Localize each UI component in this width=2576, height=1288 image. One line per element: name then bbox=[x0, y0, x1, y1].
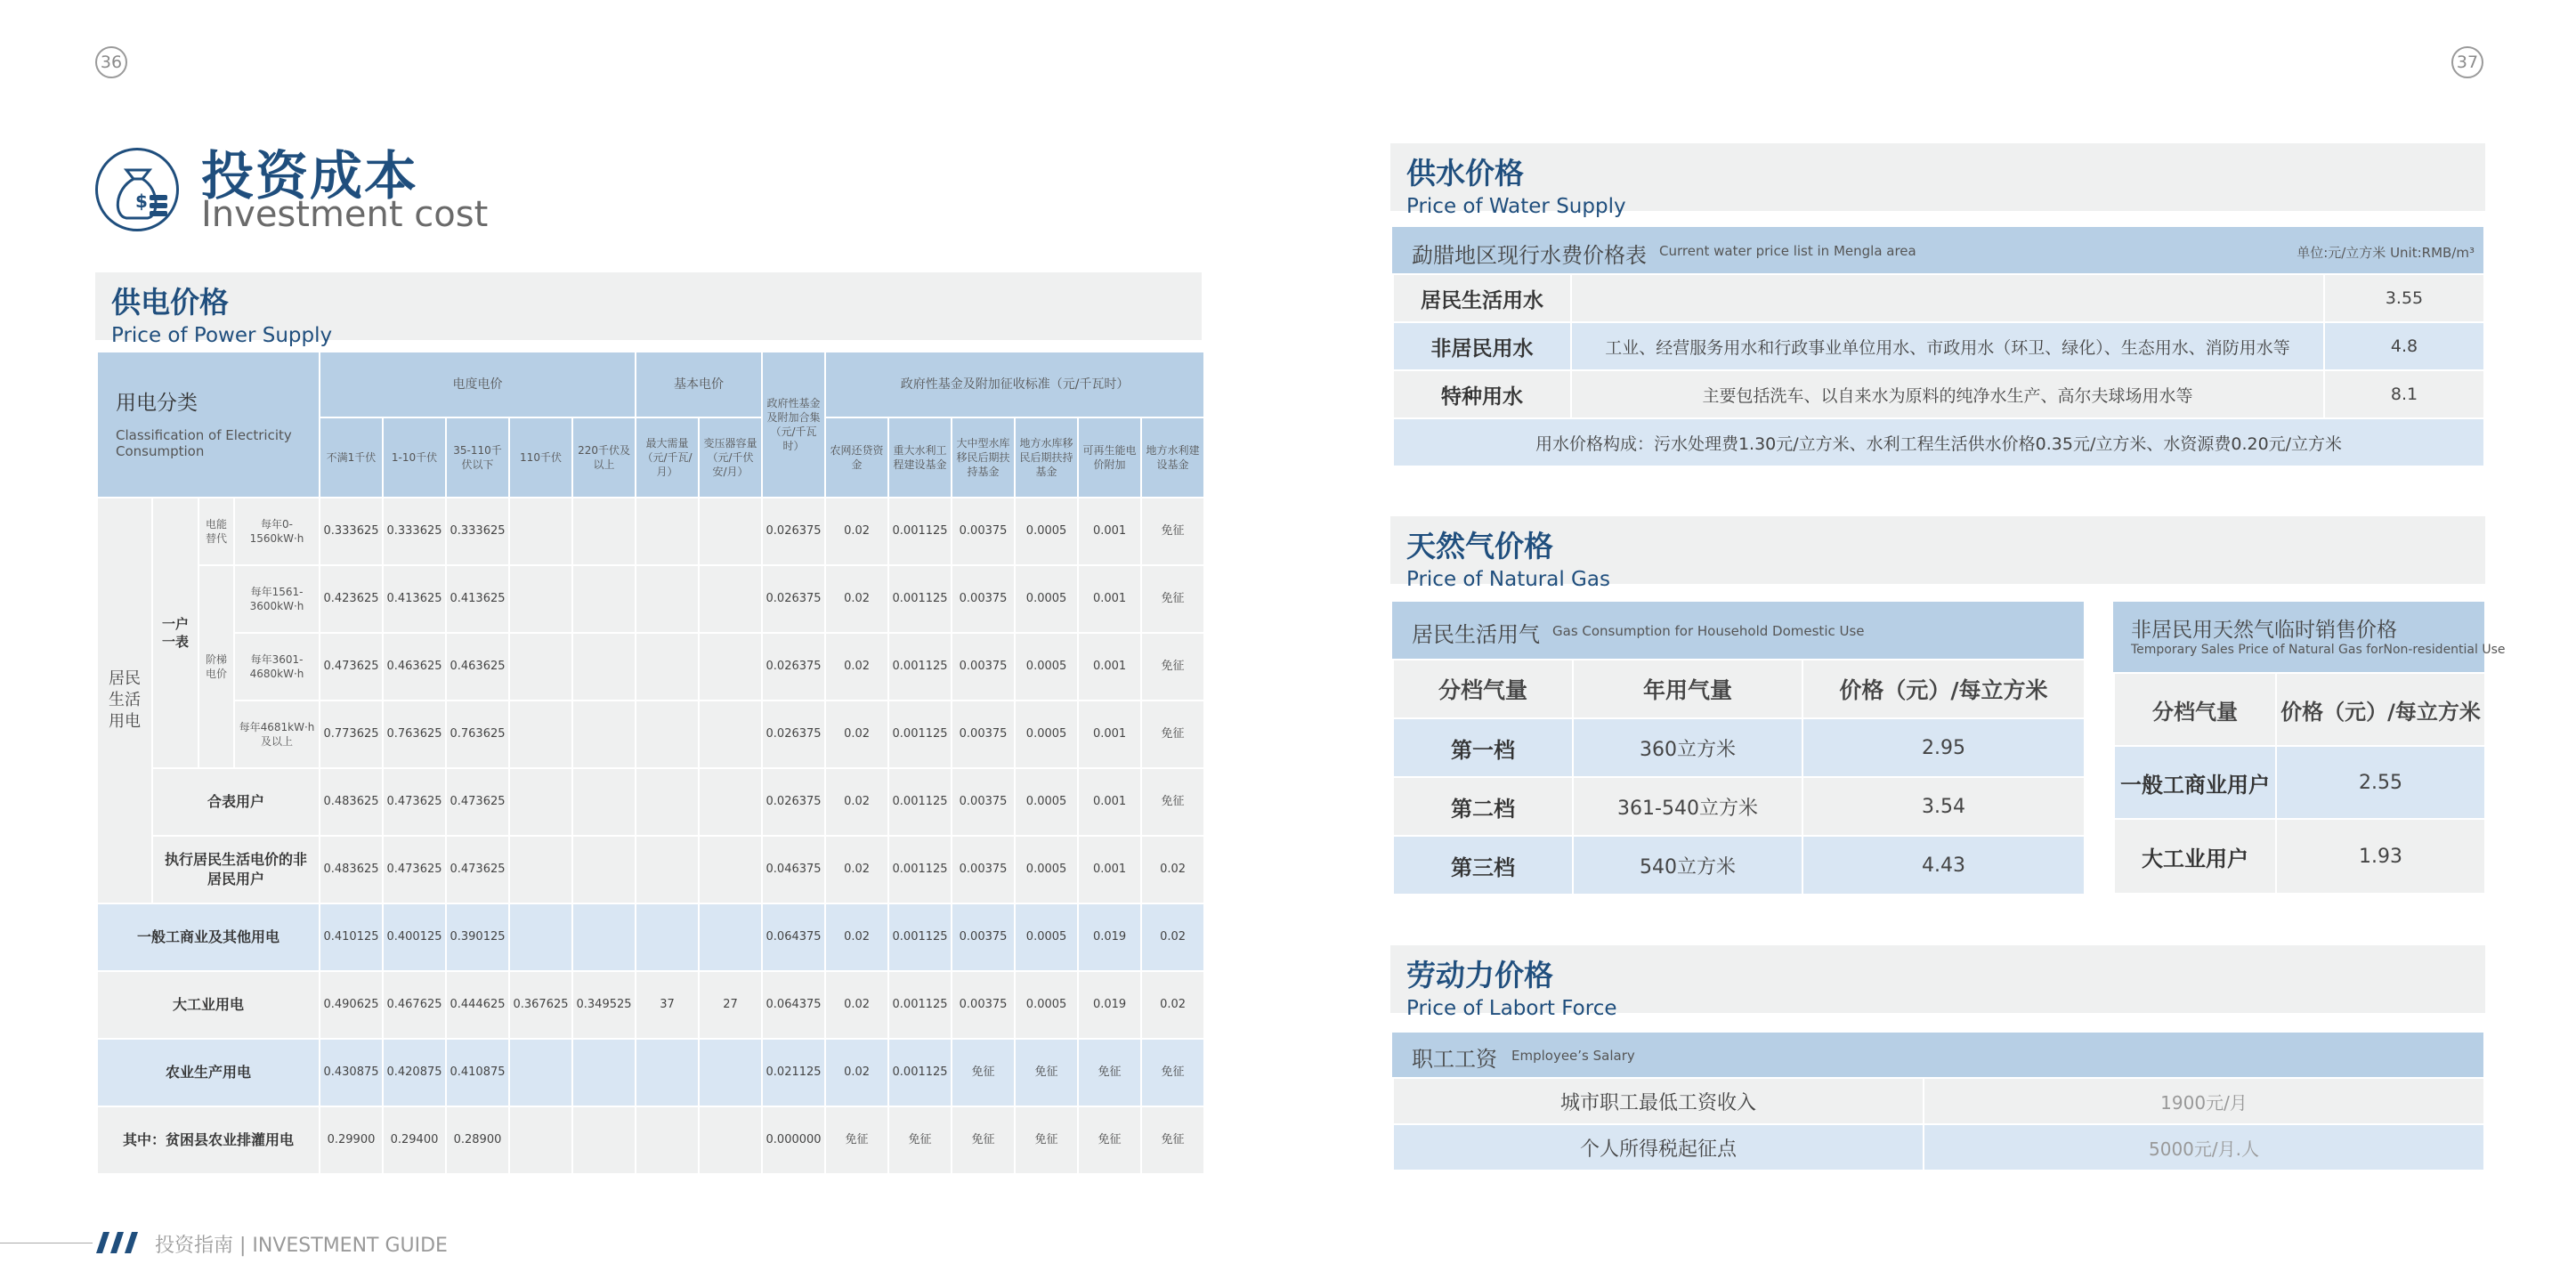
value-cell: 0.026375 bbox=[762, 498, 825, 565]
table-row bbox=[2114, 746, 2485, 819]
value-cell: 免征 bbox=[1078, 1039, 1141, 1106]
value-cell: 0.001125 bbox=[888, 1039, 952, 1106]
value-cell bbox=[636, 565, 699, 633]
gas-nonres-table bbox=[2113, 672, 2486, 895]
gas-household-bar bbox=[1392, 602, 2084, 659]
col-header: 地方水库移民后期扶持基金 bbox=[1015, 417, 1078, 498]
water-title-en: Price of Water Supply bbox=[1406, 195, 1626, 218]
table-row bbox=[97, 498, 1204, 565]
value-cell bbox=[699, 701, 762, 768]
row-label: 特种用水 bbox=[1393, 370, 1571, 418]
gov-fund-total-header: 政府性基金及附加合集（元/千瓦时） bbox=[762, 352, 825, 498]
value-cell: 0.00375 bbox=[952, 836, 1015, 903]
value-cell: 0.29900 bbox=[320, 1106, 383, 1174]
row-desc: 工业、经营服务用水和行政事业单位用水、市政用水（环卫、绿化）、生态用水、消防用水等 bbox=[1571, 322, 2324, 370]
value-cell bbox=[509, 498, 572, 565]
gas-household-title: 居民生活用气 bbox=[1412, 622, 1540, 647]
row-price: 4.8 bbox=[2324, 322, 2484, 370]
value-cell: 0.473625 bbox=[446, 836, 509, 903]
value-cell: 0.001 bbox=[1078, 701, 1141, 768]
table-header-row bbox=[2114, 673, 2485, 746]
value-cell: 0.390125 bbox=[446, 903, 509, 971]
value-cell: 0.026375 bbox=[762, 565, 825, 633]
value-cell: 免征 bbox=[952, 1106, 1015, 1174]
col-header: 重大水利工程建设基金 bbox=[888, 417, 952, 498]
value-cell: 0.413625 bbox=[446, 565, 509, 633]
value-cell: 0.00375 bbox=[952, 971, 1015, 1039]
col-header: 220千伏及以上 bbox=[572, 417, 636, 498]
value-cell bbox=[699, 1039, 762, 1106]
value-cell: 0.483625 bbox=[320, 768, 383, 836]
value-cell bbox=[509, 565, 572, 633]
gas-nonres-title: 非居民用天然气临时销售价格 bbox=[2131, 619, 2397, 642]
col-header: 不满1千伏 bbox=[320, 417, 383, 498]
power-section-header bbox=[95, 272, 1202, 347]
value-cell bbox=[509, 701, 572, 768]
value-cell: 0.00375 bbox=[952, 903, 1015, 971]
row-label: 第一档 bbox=[1393, 718, 1573, 777]
footer bbox=[0, 1230, 448, 1257]
cell: 1900元/月 bbox=[1924, 1078, 2484, 1124]
value-cell: 0.00375 bbox=[952, 633, 1015, 701]
value-cell: 0.02 bbox=[825, 565, 888, 633]
value-cell: 0.410875 bbox=[446, 1039, 509, 1106]
value-cell: 0.473625 bbox=[383, 768, 446, 836]
value-cell: 0.400125 bbox=[383, 903, 446, 971]
water-section-header bbox=[1390, 143, 2485, 218]
table-row bbox=[1393, 777, 2085, 836]
value-cell: 0.001125 bbox=[888, 498, 952, 565]
money-bag-coins-icon bbox=[95, 148, 179, 231]
power-title: 供电价格 bbox=[111, 285, 229, 320]
water-title: 供水价格 bbox=[1406, 156, 1524, 190]
value-cell bbox=[636, 903, 699, 971]
value-cell: 0.430875 bbox=[320, 1039, 383, 1106]
value-cell: 0.001 bbox=[1078, 836, 1141, 903]
value-cell: 0.473625 bbox=[446, 768, 509, 836]
col-header: 价格（元）/每立方米 bbox=[1802, 660, 2085, 718]
value-cell: 0.413625 bbox=[383, 565, 446, 633]
water-price-table bbox=[1392, 273, 2485, 467]
value-cell: 0.0005 bbox=[1015, 633, 1078, 701]
value-cell: 免征 bbox=[1015, 1106, 1078, 1174]
table-row bbox=[1393, 274, 2484, 322]
row-label: 每年3601-4680kW·h bbox=[234, 633, 320, 701]
value-cell bbox=[699, 633, 762, 701]
value-cell bbox=[572, 1039, 636, 1106]
row-label: 一般工商业及其他用电 bbox=[97, 903, 320, 971]
row-label: 第三档 bbox=[1393, 836, 1573, 895]
row-label: 大工业用户 bbox=[2114, 819, 2276, 894]
col-header: 地方水利建设基金 bbox=[1141, 417, 1204, 498]
cell: 361-540立方米 bbox=[1573, 777, 1802, 836]
labor-bar-title-en: Employee’s Salary bbox=[1511, 1048, 1635, 1064]
table-row bbox=[97, 1106, 1204, 1174]
value-cell bbox=[509, 1106, 572, 1174]
value-cell: 0.021125 bbox=[762, 1039, 825, 1106]
value-cell: 0.473625 bbox=[383, 836, 446, 903]
table-row bbox=[97, 903, 1204, 971]
value-cell bbox=[636, 701, 699, 768]
row-label: 每年1561-3600kW·h bbox=[234, 565, 320, 633]
labor-section-header bbox=[1390, 945, 2485, 1020]
cell: 5000元/月.人 bbox=[1924, 1124, 2484, 1171]
value-cell: 0.02 bbox=[825, 903, 888, 971]
value-cell bbox=[636, 768, 699, 836]
value-cell: 0.333625 bbox=[320, 498, 383, 565]
row-label: 居民生活用水 bbox=[1393, 274, 1571, 322]
value-cell: 0.001 bbox=[1078, 565, 1141, 633]
slash-marks-icon bbox=[96, 1232, 144, 1253]
value-cell: 免征 bbox=[1015, 1039, 1078, 1106]
row-price: 3.55 bbox=[2324, 274, 2484, 322]
table-header-row bbox=[1393, 660, 2085, 718]
row-label: 合表用户 bbox=[152, 768, 320, 836]
value-cell bbox=[699, 565, 762, 633]
value-cell: 0.02 bbox=[1141, 903, 1204, 971]
value-cell: 0.02 bbox=[825, 836, 888, 903]
labor-bar-title: 职工工资 bbox=[1412, 1047, 1497, 1072]
value-cell: 0.763625 bbox=[383, 701, 446, 768]
value-cell bbox=[572, 768, 636, 836]
value-cell bbox=[636, 836, 699, 903]
cell: 360立方米 bbox=[1573, 718, 1802, 777]
value-cell: 0.001125 bbox=[888, 971, 952, 1039]
value-cell: 0.046375 bbox=[762, 836, 825, 903]
value-cell: 0.473625 bbox=[320, 633, 383, 701]
footer-text: 投资指南 | INVESTMENT GUIDE bbox=[155, 1235, 448, 1257]
value-cell: 0.001125 bbox=[888, 836, 952, 903]
col-header: 价格（元）/每立方米 bbox=[2276, 673, 2485, 746]
degree-price-header: 电度电价 bbox=[320, 352, 636, 417]
value-cell: 0.0005 bbox=[1015, 903, 1078, 971]
value-cell bbox=[572, 498, 636, 565]
labor-table bbox=[1392, 1077, 2485, 1171]
value-cell: 0.001125 bbox=[888, 701, 952, 768]
table-row bbox=[97, 1039, 1204, 1106]
value-cell: 0.444625 bbox=[446, 971, 509, 1039]
table-row bbox=[1393, 718, 2085, 777]
water-unit: 单位:元/立方米 Unit:RMB/m³ bbox=[2297, 245, 2475, 261]
table-row bbox=[1393, 322, 2484, 370]
svg-text:$: $ bbox=[135, 190, 148, 212]
value-cell: 0.28900 bbox=[446, 1106, 509, 1174]
value-cell: 0.0005 bbox=[1015, 701, 1078, 768]
value-cell: 0.0005 bbox=[1015, 971, 1078, 1039]
gas-household-title-en: Gas Consumption for Household Domestic Use bbox=[1552, 623, 1865, 639]
value-cell: 0.02 bbox=[1141, 971, 1204, 1039]
col-header: 最大需量（元/千瓦/月） bbox=[636, 417, 699, 498]
value-cell bbox=[636, 1039, 699, 1106]
value-cell: 0.064375 bbox=[762, 903, 825, 971]
col-header: 变压器容量（元/千伏安/月） bbox=[699, 417, 762, 498]
col-header: 可再生能电价附加 bbox=[1078, 417, 1141, 498]
power-title-en: Price of Power Supply bbox=[111, 324, 333, 347]
value-cell: 0.02 bbox=[825, 1039, 888, 1106]
value-cell: 0.420875 bbox=[383, 1039, 446, 1106]
value-cell: 0.026375 bbox=[762, 701, 825, 768]
gas-title-en: Price of Natural Gas bbox=[1406, 568, 1610, 591]
value-cell: 0.02 bbox=[825, 701, 888, 768]
value-cell: 0.026375 bbox=[762, 768, 825, 836]
value-cell bbox=[699, 836, 762, 903]
value-cell bbox=[699, 1106, 762, 1174]
value-cell: 0.349525 bbox=[572, 971, 636, 1039]
water-table-bar bbox=[1392, 227, 2483, 273]
value-cell: 0.001125 bbox=[888, 633, 952, 701]
col-header: 年用气量 bbox=[1573, 660, 1802, 718]
value-cell bbox=[572, 903, 636, 971]
value-cell: 0.0005 bbox=[1015, 836, 1078, 903]
col-header: 分档气量 bbox=[2114, 673, 2276, 746]
value-cell bbox=[636, 1106, 699, 1174]
table-row bbox=[97, 836, 1204, 903]
value-cell: 免征 bbox=[1141, 768, 1204, 836]
table-row bbox=[1393, 1124, 2484, 1171]
value-cell: 免征 bbox=[1141, 1106, 1204, 1174]
table-row bbox=[1393, 1078, 2484, 1124]
labor-bar bbox=[1392, 1033, 2483, 1077]
value-cell: 免征 bbox=[1141, 701, 1204, 768]
value-cell bbox=[572, 565, 636, 633]
row-label: 每年4681kW·h及以上 bbox=[234, 701, 320, 768]
cell: 2.55 bbox=[2276, 746, 2485, 819]
value-cell: 0.064375 bbox=[762, 971, 825, 1039]
water-note: 用水价格构成：污水处理费1.30元/立方米、水利工程生活供水价格0.35元/立方米、水资源费0.20元/立方米 bbox=[1393, 418, 2484, 466]
value-cell: 0.019 bbox=[1078, 903, 1141, 971]
value-cell bbox=[636, 633, 699, 701]
col-header: 110千伏 bbox=[509, 417, 572, 498]
gas-nonres-title-en: Temporary Sales Price of Natural Gas forNon-residential Use bbox=[2131, 643, 2506, 657]
row-label: 一般工商业用户 bbox=[2114, 746, 2276, 819]
value-cell bbox=[699, 498, 762, 565]
value-cell: 0.000000 bbox=[762, 1106, 825, 1174]
basic-price-header: 基本电价 bbox=[636, 352, 762, 417]
value-cell bbox=[699, 768, 762, 836]
value-cell: 0.00375 bbox=[952, 565, 1015, 633]
value-cell bbox=[509, 903, 572, 971]
row-label: 其中：贫困县农业排灌用电 bbox=[97, 1106, 320, 1174]
value-cell: 0.333625 bbox=[383, 498, 446, 565]
value-cell bbox=[509, 633, 572, 701]
cell: 1.93 bbox=[2276, 819, 2485, 894]
value-cell: 免征 bbox=[952, 1039, 1015, 1106]
elec-sub-label: 电能替代 bbox=[198, 498, 234, 565]
value-cell bbox=[572, 1106, 636, 1174]
tier-sub-label: 阶梯电价 bbox=[198, 565, 234, 768]
row-label: 第二档 bbox=[1393, 777, 1573, 836]
row-label: 非居民用水 bbox=[1393, 322, 1571, 370]
table-row bbox=[97, 701, 1204, 768]
value-cell: 27 bbox=[699, 971, 762, 1039]
cell: 3.54 bbox=[1802, 777, 2085, 836]
value-cell: 0.019 bbox=[1078, 971, 1141, 1039]
value-cell bbox=[572, 836, 636, 903]
row-desc bbox=[1571, 274, 2324, 322]
table-row bbox=[1393, 418, 2484, 466]
value-cell: 0.02 bbox=[1141, 836, 1204, 903]
category-header: 用电分类 Classification of Electricity Consumption bbox=[97, 352, 320, 498]
value-cell: 免征 bbox=[1141, 498, 1204, 565]
col-header: 1-10千伏 bbox=[383, 417, 446, 498]
value-cell: 0.423625 bbox=[320, 565, 383, 633]
value-cell: 0.001125 bbox=[888, 565, 952, 633]
value-cell: 0.02 bbox=[825, 633, 888, 701]
table-row bbox=[97, 565, 1204, 633]
row-label: 个人所得税起征点 bbox=[1393, 1124, 1924, 1171]
value-cell: 0.467625 bbox=[383, 971, 446, 1039]
power-price-table bbox=[96, 351, 1205, 1175]
value-cell: 0.29400 bbox=[383, 1106, 446, 1174]
value-cell: 0.333625 bbox=[446, 498, 509, 565]
col-header: 大中型水库移民后期扶持基金 bbox=[952, 417, 1015, 498]
water-table-title: 勐腊地区现行水费价格表 bbox=[1412, 243, 1647, 268]
table-row bbox=[97, 768, 1204, 836]
value-cell: 0.463625 bbox=[383, 633, 446, 701]
gas-section-header bbox=[1390, 516, 2485, 591]
table-row bbox=[97, 633, 1204, 701]
value-cell: 0.773625 bbox=[320, 701, 383, 768]
labor-title-en: Price of Labort Force bbox=[1406, 997, 1617, 1020]
value-cell bbox=[509, 836, 572, 903]
value-cell bbox=[699, 903, 762, 971]
table-row bbox=[1393, 370, 2484, 418]
value-cell: 免征 bbox=[888, 1106, 952, 1174]
table-row bbox=[97, 971, 1204, 1039]
row-desc: 主要包括洗车、以自来水为原料的纯净水生产、高尔夫球场用水等 bbox=[1571, 370, 2324, 418]
col-header: 分档气量 bbox=[1393, 660, 1573, 718]
row-label: 每年0-1560kW·h bbox=[234, 498, 320, 565]
value-cell: 0.490625 bbox=[320, 971, 383, 1039]
page-subtitle: Investment cost bbox=[201, 194, 489, 235]
value-cell: 0.0005 bbox=[1015, 498, 1078, 565]
gas-title: 天然气价格 bbox=[1406, 529, 1553, 563]
row-label: 农业生产用电 bbox=[97, 1039, 320, 1106]
value-cell: 0.463625 bbox=[446, 633, 509, 701]
row-label: 大工业用电 bbox=[97, 971, 320, 1039]
value-cell: 0.00375 bbox=[952, 701, 1015, 768]
value-cell: 0.483625 bbox=[320, 836, 383, 903]
value-cell bbox=[636, 498, 699, 565]
row-label: 城市职工最低工资收入 bbox=[1393, 1078, 1924, 1124]
row-price: 8.1 bbox=[2324, 370, 2484, 418]
table-row bbox=[1393, 836, 2085, 895]
value-cell: 0.0005 bbox=[1015, 768, 1078, 836]
col-header: 农网还贷资金 bbox=[825, 417, 888, 498]
value-cell bbox=[509, 768, 572, 836]
value-cell: 免征 bbox=[1141, 1039, 1204, 1106]
labor-title: 劳动力价格 bbox=[1406, 958, 1553, 992]
value-cell: 37 bbox=[636, 971, 699, 1039]
value-cell: 0.001 bbox=[1078, 498, 1141, 565]
household-label: 一户一表 bbox=[152, 498, 198, 768]
value-cell bbox=[572, 633, 636, 701]
value-cell: 0.001125 bbox=[888, 903, 952, 971]
cell: 540立方米 bbox=[1573, 836, 1802, 895]
cell: 2.95 bbox=[1802, 718, 2085, 777]
value-cell: 0.026375 bbox=[762, 633, 825, 701]
fund-standard-header: 政府性基金及附加征收标准（元/千瓦时） bbox=[825, 352, 1204, 417]
value-cell: 0.001 bbox=[1078, 768, 1141, 836]
page-number-right: 37 bbox=[2451, 46, 2483, 78]
value-cell: 0.001 bbox=[1078, 633, 1141, 701]
value-cell bbox=[509, 1039, 572, 1106]
row-label: 执行居民生活电价的非居民用户 bbox=[152, 836, 320, 903]
value-cell: 免征 bbox=[1141, 633, 1204, 701]
value-cell: 0.02 bbox=[825, 971, 888, 1039]
value-cell: 0.02 bbox=[825, 768, 888, 836]
value-cell: 0.763625 bbox=[446, 701, 509, 768]
page-title: 投资成本 bbox=[201, 145, 419, 207]
cell: 4.43 bbox=[1802, 836, 2085, 895]
value-cell bbox=[572, 701, 636, 768]
value-cell: 0.001125 bbox=[888, 768, 952, 836]
table-row bbox=[2114, 819, 2485, 894]
value-cell: 免征 bbox=[1078, 1106, 1141, 1174]
value-cell: 0.410125 bbox=[320, 903, 383, 971]
value-cell: 0.367625 bbox=[509, 971, 572, 1039]
page-number-left: 36 bbox=[95, 46, 127, 78]
gas-nonres-bar bbox=[2113, 602, 2506, 672]
gas-household-table bbox=[1392, 659, 2086, 895]
col-header: 35-110千伏以下 bbox=[446, 417, 509, 498]
value-cell: 免征 bbox=[825, 1106, 888, 1174]
residential-label: 居民生活用电 bbox=[97, 498, 152, 903]
value-cell: 0.02 bbox=[825, 498, 888, 565]
value-cell: 免征 bbox=[1141, 565, 1204, 633]
value-cell: 0.00375 bbox=[952, 768, 1015, 836]
water-table-title-en: Current water price list in Mengla area bbox=[1659, 243, 1916, 259]
value-cell: 0.0005 bbox=[1015, 565, 1078, 633]
value-cell: 0.00375 bbox=[952, 498, 1015, 565]
